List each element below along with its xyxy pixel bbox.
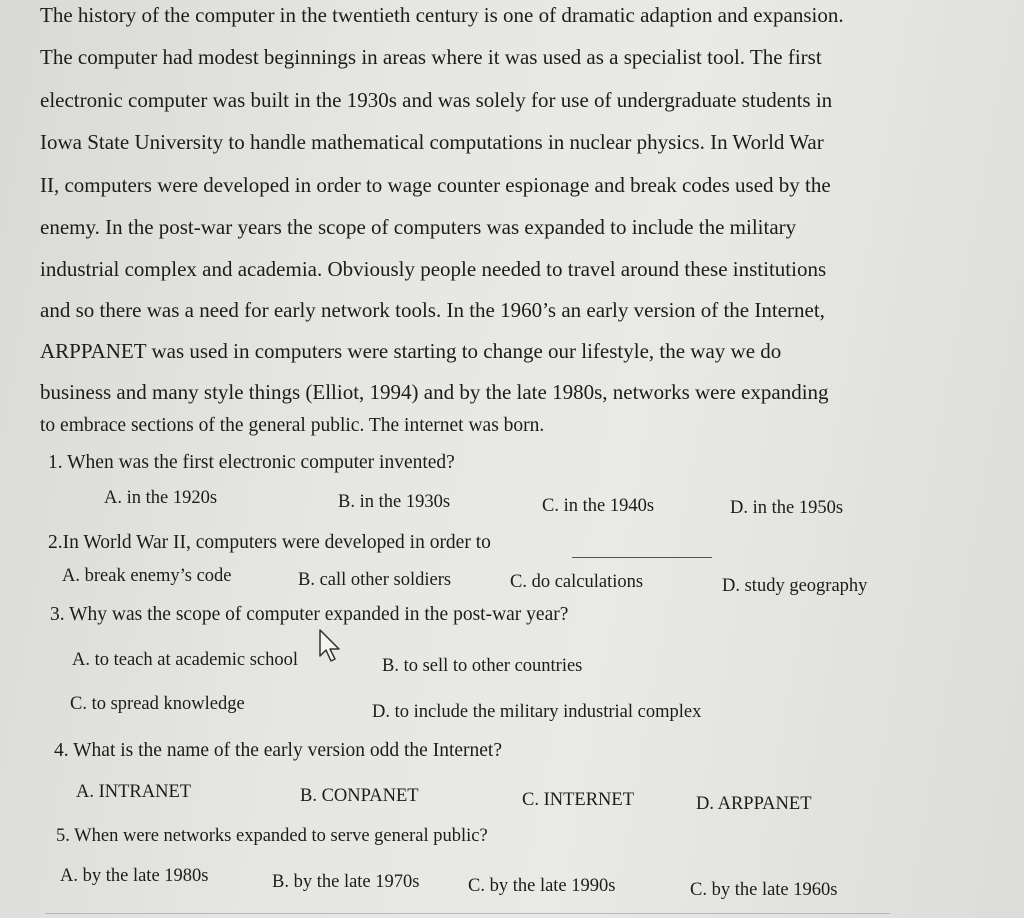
question-5-option-c: C. by the late 1990s xyxy=(468,876,616,896)
passage-line-7: industrial complex and academia. Obviously people needed to travel around these institutions xyxy=(40,257,827,281)
passage-line-11: to embrace sections of the general public. The internet was born. xyxy=(40,415,545,436)
question-3-option-c: C. to spread knowledge xyxy=(70,694,245,714)
page-edge-divider xyxy=(45,912,890,914)
question-2-option-d: D. study geography xyxy=(722,576,868,596)
passage-line-9: ARPPANET was used in computers were starting to change our lifestyle, the way we do xyxy=(40,339,782,363)
question-2-option-a: A. break enemy’s code xyxy=(62,566,232,586)
question-5-option-b: B. by the late 1970s xyxy=(272,872,420,892)
passage-line-8: and so there was a need for early network tools. In the 1960’s an early version of the Internet, xyxy=(40,298,825,322)
question-4: 4. What is the name of the early version odd the Internet? xyxy=(54,740,502,761)
question-4-option-b: B. CONPANET xyxy=(300,786,419,806)
answer-blank xyxy=(572,556,712,558)
question-5-option-d: C. by the late 1960s xyxy=(690,880,838,900)
passage-line-6: enemy. In the post-war years the scope of computers was expanded to include the military xyxy=(40,215,797,239)
passage-line-1: The history of the computer in the twentieth century is one of dramatic adaption and expansion. xyxy=(40,3,844,27)
question-2-option-b: B. call other soldiers xyxy=(298,570,452,590)
question-3-option-b: B. to sell to other countries xyxy=(382,656,583,676)
question-5-option-a: A. by the late 1980s xyxy=(60,866,209,886)
question-4-option-d: D. ARPPANET xyxy=(696,794,812,814)
question-1-option-a: A. in the 1920s xyxy=(104,488,218,508)
passage-line-5: II, computers were developed in order to wage counter espionage and break codes used by the xyxy=(40,173,831,197)
question-3-option-d: D. to include the military industrial complex xyxy=(372,702,702,722)
mouse-pointer-icon xyxy=(318,628,344,664)
question-1-option-b: B. in the 1930s xyxy=(338,492,451,512)
passage-line-2: The computer had modest beginnings in areas where it was used as a specialist tool. The first xyxy=(40,45,822,69)
question-4-option-c: C. INTERNET xyxy=(522,790,635,810)
passage-line-10: business and many style things (Elliot, 1994) and by the late 1980s, networks were expanding xyxy=(40,380,829,404)
question-3-option-a: A. to teach at academic school xyxy=(72,650,299,670)
question-1: 1. When was the first electronic computer invented? xyxy=(48,452,455,473)
question-1-option-c: C. in the 1940s xyxy=(542,496,655,516)
question-4-option-a: A. INTRANET xyxy=(76,782,192,802)
question-5: 5. When were networks expanded to serve general public? xyxy=(56,826,488,846)
question-1-option-d: D. in the 1950s xyxy=(730,498,844,518)
question-3: 3. Why was the scope of computer expanded in the post-war year? xyxy=(50,604,569,625)
passage-line-4: Iowa State University to handle mathematical computations in nuclear physics. In World War xyxy=(40,130,824,154)
passage-line-3: electronic computer was built in the 1930s and was solely for use of undergraduate students in xyxy=(40,88,833,112)
question-2: 2.In World War II, computers were developed in order to xyxy=(48,532,491,553)
question-2-option-c: C. do calculations xyxy=(510,572,644,592)
